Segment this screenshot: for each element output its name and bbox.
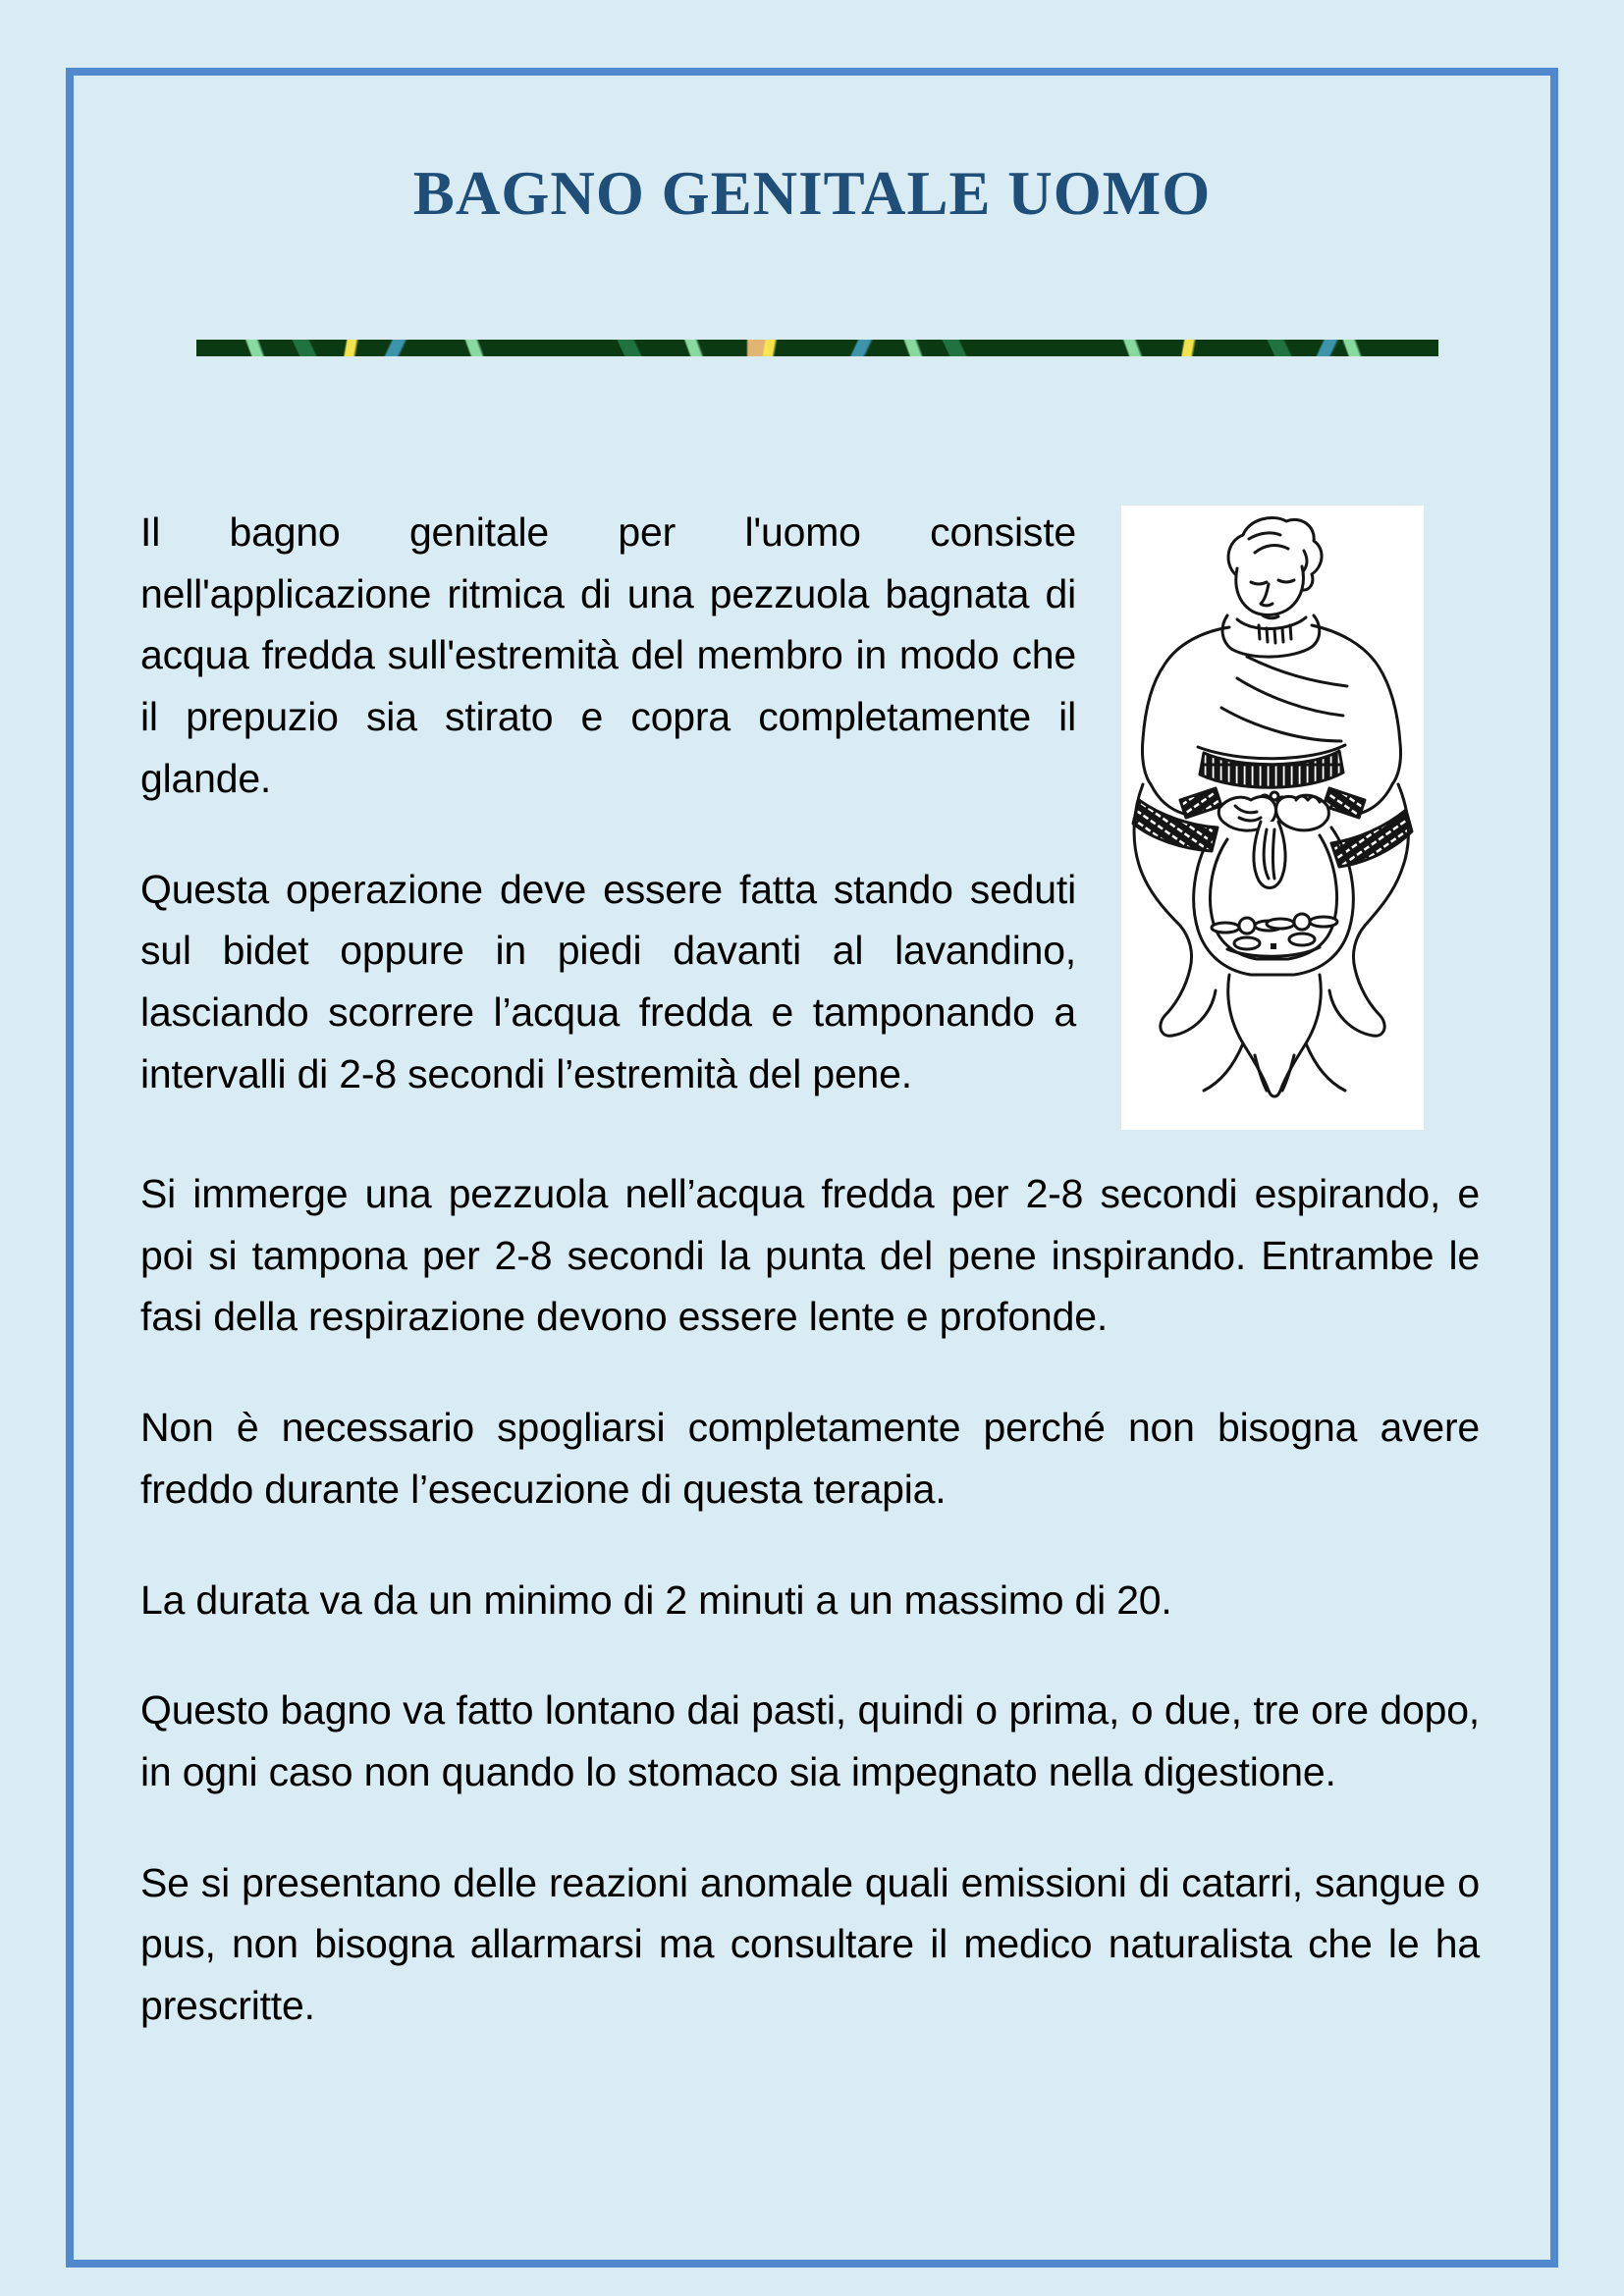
document-body bbox=[140, 502, 1480, 2037]
paragraph-6: Questo bagno va fatto lontano dai pasti, quindi o prima, o due, tre ore dopo, in ogni caso non quando lo stomaco sia impegnato nella digestione. bbox=[140, 1687, 1480, 1795]
paragraph-2: Questa operazione deve essere fatta stando seduti sul bidet oppure in piedi davanti al lavandino, lasciando scorrere l’acqua fredda e tamponando a intervalli di 2-8 secondi l’estremità del pene. bbox=[140, 866, 1076, 1096]
divider-band bbox=[196, 340, 1438, 356]
paragraph-3: Si immerge una pezzuola nell’acqua fredda per 2-8 secondi espirando, e poi si tampona per 2-8 secondi la punta del pene inspirando. Entrambe le fasi della respirazione devono essere lente e profonde. bbox=[140, 1171, 1480, 1340]
seated-man-bidet-illustration bbox=[1121, 506, 1424, 1130]
paragraph-5: La durata va da un minimo di 2 minuti a un massimo di 20. bbox=[140, 1576, 1172, 1623]
paragraph-4: Non è necessario spogliarsi completamente perché non bisogna avere freddo durante l’esecuzione di questa terapia. bbox=[140, 1405, 1480, 1512]
page-border-frame bbox=[66, 68, 1558, 2268]
page-title: BAGNO GENITALE UOMO bbox=[412, 159, 1212, 228]
paragraph-1: Il bagno genitale per l'uomo consiste nell'applicazione ritmica di una pezzuola bagnata di acqua fredda sull'estremità del membro in modo che il prepuzio sia stirato e copra completamente il glande. bbox=[140, 509, 1076, 801]
illustration-box bbox=[1121, 506, 1424, 1130]
paragraph-7: Se si presentano delle reazioni anomale quali emissioni di catarri, sangue o pus, non bisogna allarmarsi ma consultare il medico naturalista che le ha prescritte. bbox=[140, 1859, 1480, 2029]
